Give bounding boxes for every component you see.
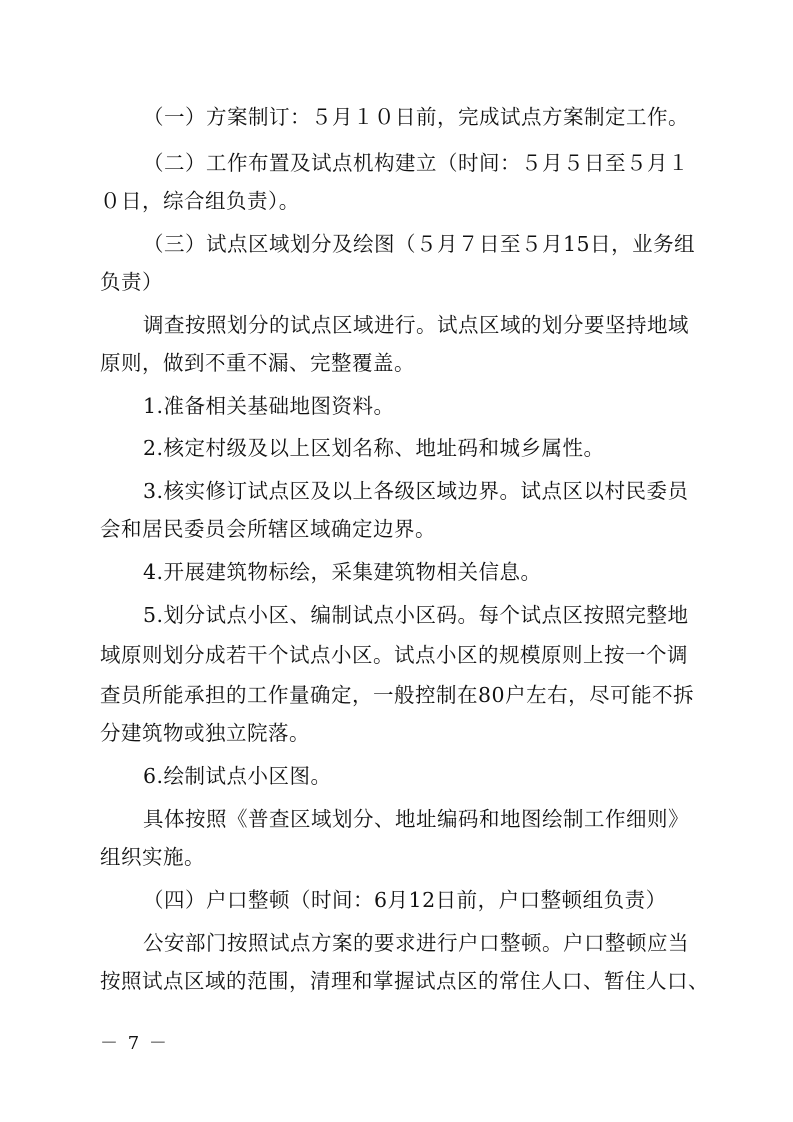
list-item-5-line-4: 分建筑物或独立院落。 xyxy=(100,721,310,745)
list-item-5-line-3: 查员所能承担的工作量确定，一般控制在80户左右，尽可能不拆 xyxy=(100,683,695,707)
paragraph-line: 原则，做到不重不漏、完整覆盖。 xyxy=(100,351,415,375)
list-item-5-line-1: 5.划分试点小区、编制试点小区码。每个试点区按照完整地 xyxy=(143,603,689,627)
paragraph-line: 调查按照划分的试点区域进行。试点区域的划分要坚持地域 xyxy=(143,313,689,337)
list-item-6: 6.绘制试点小区图。 xyxy=(143,764,332,788)
list-item-5-line-2: 域原则划分成若干个试点小区。试点小区的规模原则上按一个调 xyxy=(100,643,688,667)
paragraph-line: 公安部门按照试点方案的要求进行户口整顿。户口整顿应当 xyxy=(143,931,689,955)
paragraph-line: 具体按照《普查区域划分、地址编码和地图绘制工作细则》 xyxy=(143,807,689,831)
paragraph-line: 组织实施。 xyxy=(100,845,205,869)
section-four-line: （四）户口整顿（时间：6月12日前，户口整顿组负责） xyxy=(143,888,667,912)
list-item-4: 4.开展建筑物标绘，采集建筑物相关信息。 xyxy=(143,560,542,584)
paragraph-line: 按照试点区域的范围，清理和掌握试点区的常住人口、暂住人口、 xyxy=(100,969,709,993)
section-three-line-1: （三）试点区域划分及绘图（５月７日至５月15日，业务组 xyxy=(143,232,696,256)
section-two-line-1: （二）工作布置及试点机构建立（时间：５月５日至５月１ xyxy=(143,151,689,175)
list-item-3-line-1: 3.核实修订试点区及以上各级区域边界。试点区以村民委员 xyxy=(143,479,689,503)
list-item-1: 1.准备相关基础地图资料。 xyxy=(143,394,395,418)
list-item-3-line-2: 会和居民委员会所辖区域确定边界。 xyxy=(100,517,436,541)
page-number: － 7 － xyxy=(100,1033,169,1054)
list-item-2: 2.核定村级及以上区划名称、地址码和城乡属性。 xyxy=(143,436,605,460)
section-two-line-2: ０日，综合组负责）。 xyxy=(100,189,300,213)
section-one-line: （一）方案制订：５月１０日前，完成试点方案制定工作。 xyxy=(143,105,689,129)
section-three-line-2: 负责） xyxy=(100,270,163,294)
